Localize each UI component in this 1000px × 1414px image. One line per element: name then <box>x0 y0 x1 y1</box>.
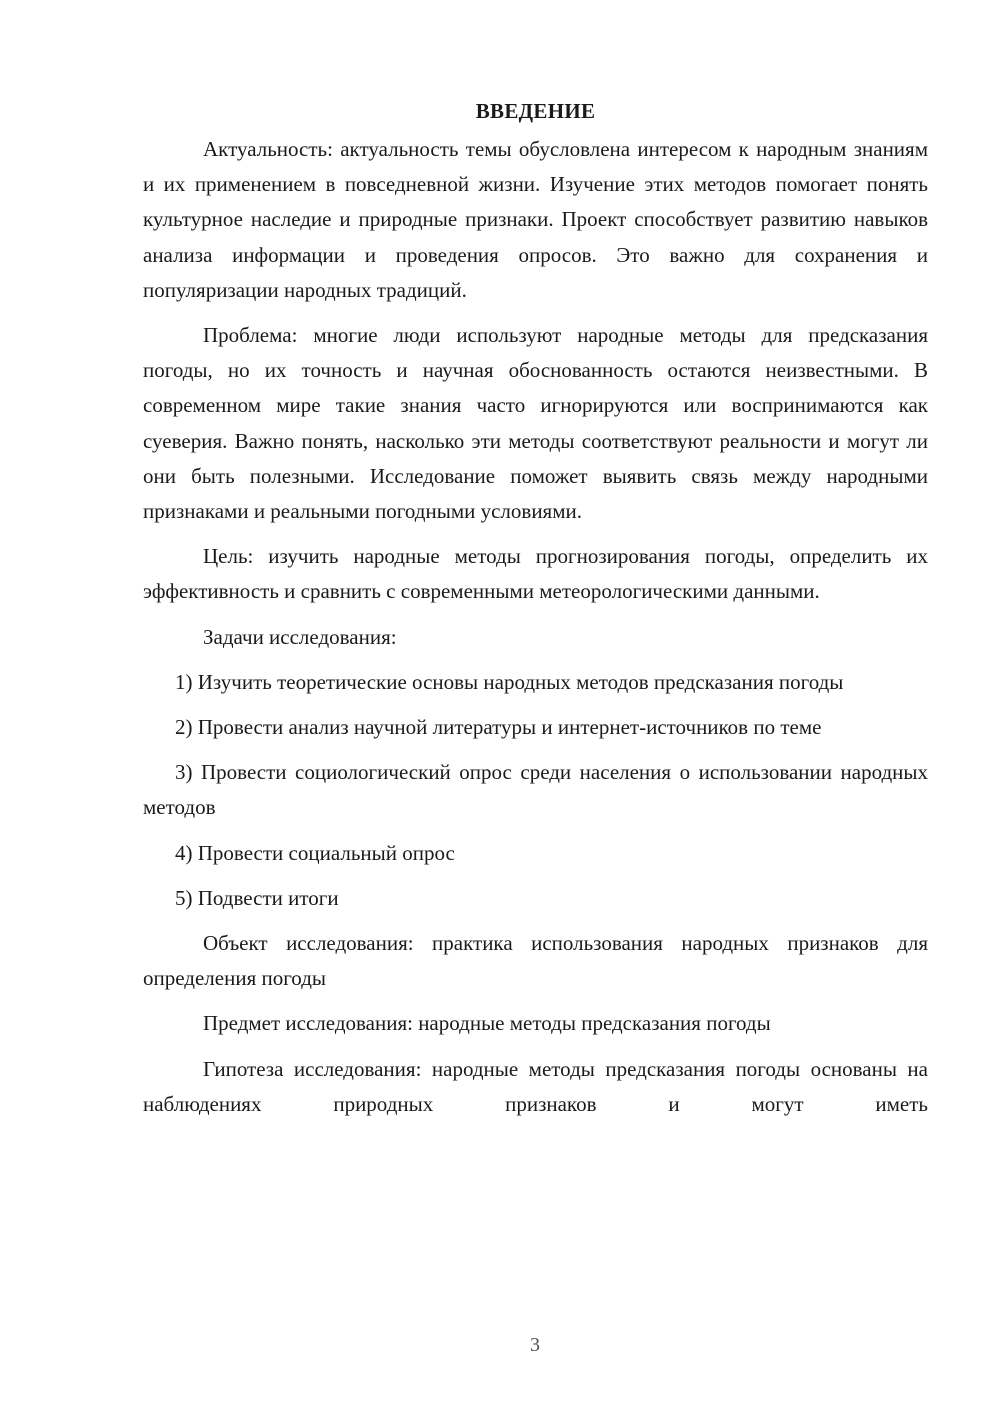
task-item-5: 5) Подвести итоги <box>175 885 339 910</box>
page-number: 3 <box>530 1334 540 1356</box>
paragraph-tasks-heading: Задачи исследования: <box>203 624 397 649</box>
paragraph-goal: Цель: изучить народные методы прогнозирования погоды, определить их эффективность и сравнить с современными метеорологическими данными. <box>143 544 928 604</box>
paragraph-hypothesis: Гипотеза исследования: народные методы предсказания погоды основаны на наблюдениях природных признаков и могут иметь <box>143 1056 928 1116</box>
task-item-3: 3) Провести социологический опрос среди населения о использовании народных методов <box>143 760 928 820</box>
paragraph-problem: Проблема: многие люди используют народные методы для предсказания погоды, но их точность и научная обоснованность остаются неизвестными. В современном мире такие знания часто игнорируются или воспринимаются как суеверия. Важно понять, насколько эти методы соответствуют реальности и могут ли они быть полезными. Исследование поможет выявить связь между народными признаками и реальными погодными условиями. <box>143 323 928 524</box>
task-item-1: 1) Изучить теоретические основы народных методов предсказания погоды <box>175 669 844 694</box>
paragraph-subject: Предмет исследования: народные методы предсказания погоды <box>203 1011 771 1036</box>
paragraph-relevance: Актуальность: актуальность темы обусловлена интересом к народным знаниям и их применением в повседневной жизни. Изучение этих методов помогает понять культурное наследие и природные признаки. Проект способствует развитию навыков анализа информации и проведения опросов. Это важно для сохранения и популяризации народных традиций. <box>143 137 928 302</box>
paragraph-object: Объект исследования: практика использования народных признаков для определения погоды <box>143 931 928 991</box>
task-item-2: 2) Провести анализ научной литературы и интернет-источников по теме <box>175 715 822 740</box>
page-title: ВВЕДЕНИЕ <box>475 99 596 123</box>
document-page <box>143 96 928 1122</box>
task-item-4: 4) Провести социальный опрос <box>175 840 455 865</box>
